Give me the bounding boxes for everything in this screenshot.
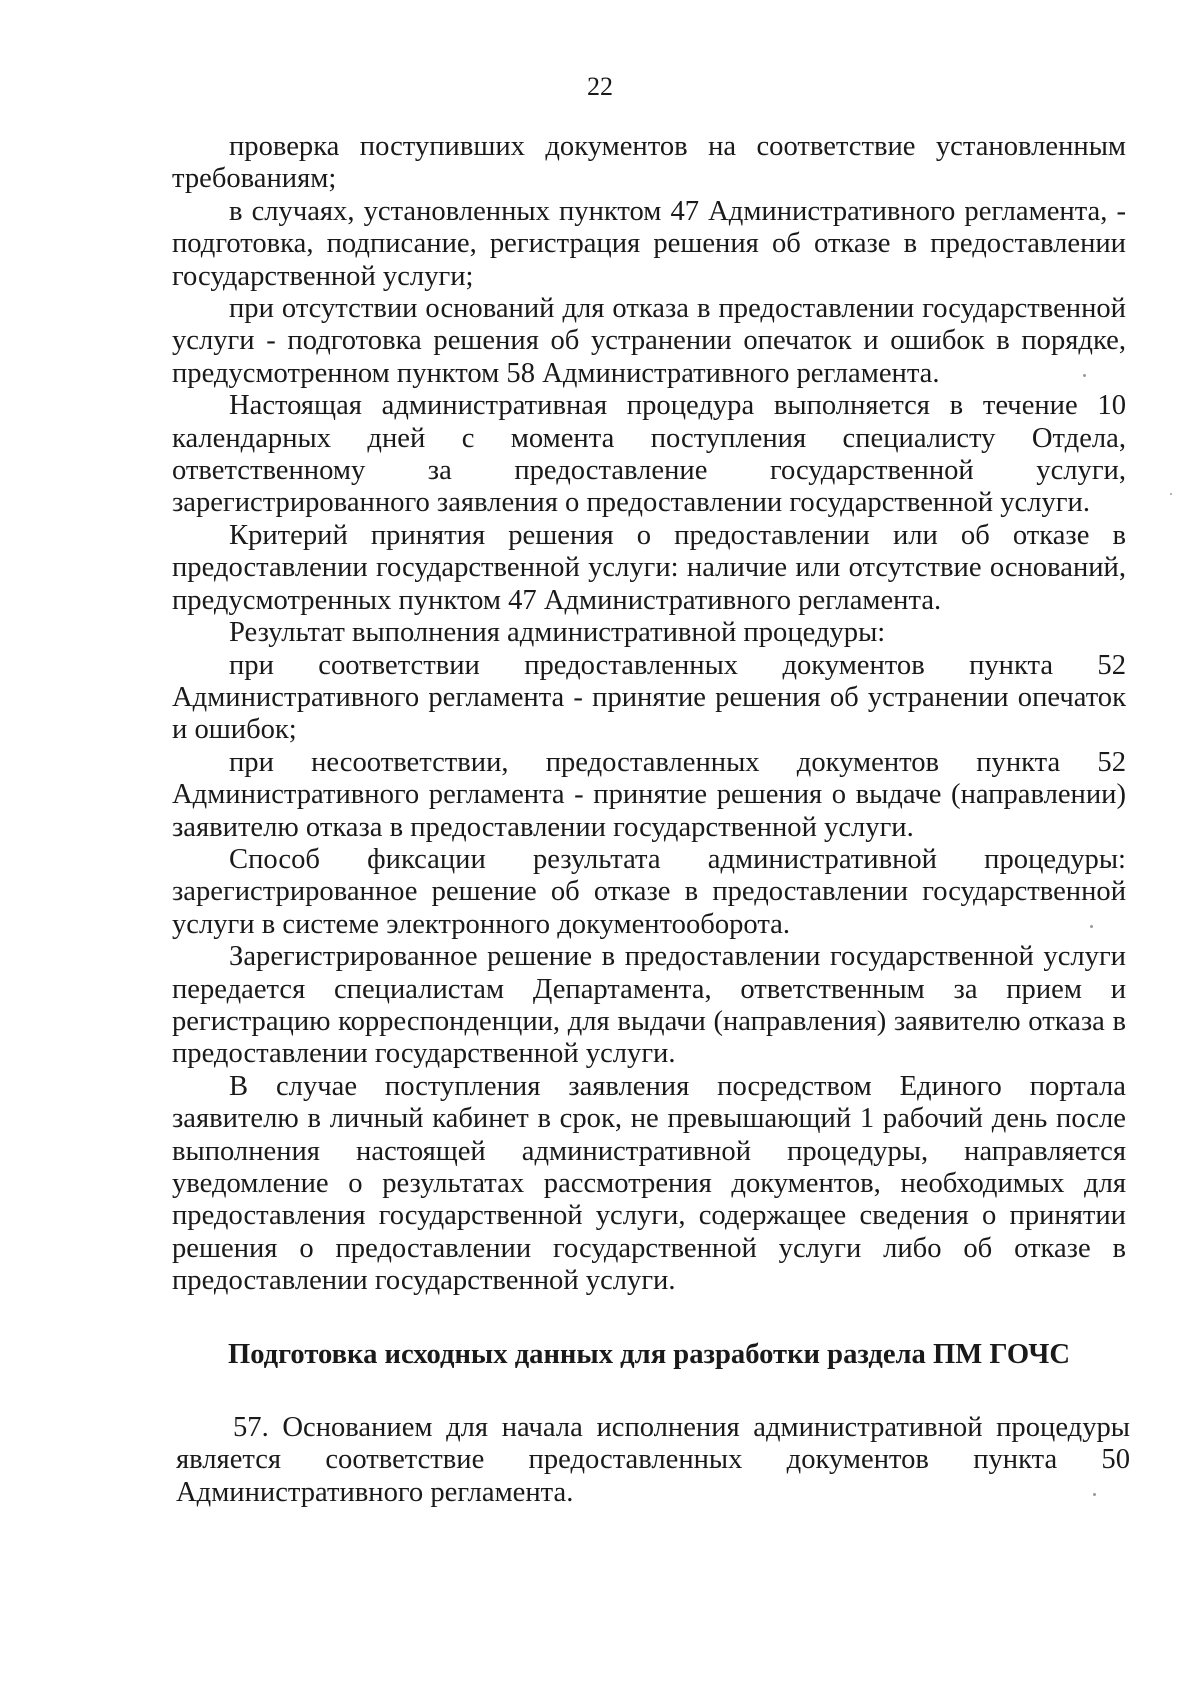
paragraph: Способ фиксации результата административной процедуры: зарегистрированное решение об отказе в предоставлении государственной услуги в системе электронного документооборота. — [172, 843, 1126, 940]
paragraph: при соответствии предоставленных документов пункта 52 Административного регламента - принятие решения об устранении опечаток и ошибок; — [172, 649, 1126, 746]
section-body-text — [176, 1412, 1130, 1509]
paragraph: Результат выполнения административной процедуры: — [229, 617, 886, 649]
paragraph: Зарегистрированное решение в предоставлении государственной услуги передается специалистам Департамента, ответственным за прием и регистрацию корреспонденции, для выдачи (направления) заявителю отказа в предоставлении государственной услуги. — [172, 941, 1126, 1070]
paragraph: В случае поступления заявления посредством Единого портала заявителю в личный кабинет в срок, не превышающий 1 рабочий день после выполнения настоящей административной процедуры, направляется уведомление о результатах рассмотрения документов, необходимых для предоставления государственной услуги, содержащее сведения о принятии решения о предоставлении государственной услуги либо об отказе в предоставлении государственной услуги. — [172, 1070, 1126, 1297]
paragraph: Настоящая административная процедура выполняется в течение 10 календарных дней с момента поступления специалисту Отдела, ответственному за предоставление государственной услуги, зарегистрированного заявления о предоставлении государственной услуги. — [172, 390, 1126, 519]
paragraph: проверка поступивших документов на соответствие установленным требованиям; — [172, 131, 1126, 195]
paragraph: 57. Основанием для начала исполнения административной процедуры является соответствие предоставленных документов пункта 50 Административного регламента. — [176, 1412, 1130, 1508]
paragraph: при несоответствии, предоставленных документов пункта 52 Административного регламента - принятие решения о выдаче (направлении) заявителю отказа в предоставлении государственной услуги. — [172, 746, 1126, 843]
scan-speck — [1090, 925, 1093, 928]
paragraph: Критерий принятия решения о предоставлении или об отказе в предоставлении государственной услуги: наличие или отсутствие оснований, предусмотренных пунктом 47 Административного регламента. — [172, 519, 1126, 616]
paragraph: в случаях, установленных пунктом 47 Административного регламента, - подготовка, подписание, регистрация решения об отказе в предоставлении государственной услуги; — [172, 195, 1126, 292]
scan-speck — [1083, 374, 1086, 377]
scan-speck — [1170, 493, 1172, 495]
paragraph: при отсутствии оснований для отказа в предоставлении государственной услуги - подготовка решения об устранении опечаток и ошибок в порядке, предусмотренном пунктом 58 Административного регламента. — [172, 293, 1126, 389]
page-number: 22 — [587, 72, 613, 101]
scan-speck — [1093, 1493, 1096, 1496]
section-heading: Подготовка исходных данных для разработки раздела ПМ ГОЧС — [227, 1339, 1071, 1370]
body-text — [172, 131, 1126, 1298]
